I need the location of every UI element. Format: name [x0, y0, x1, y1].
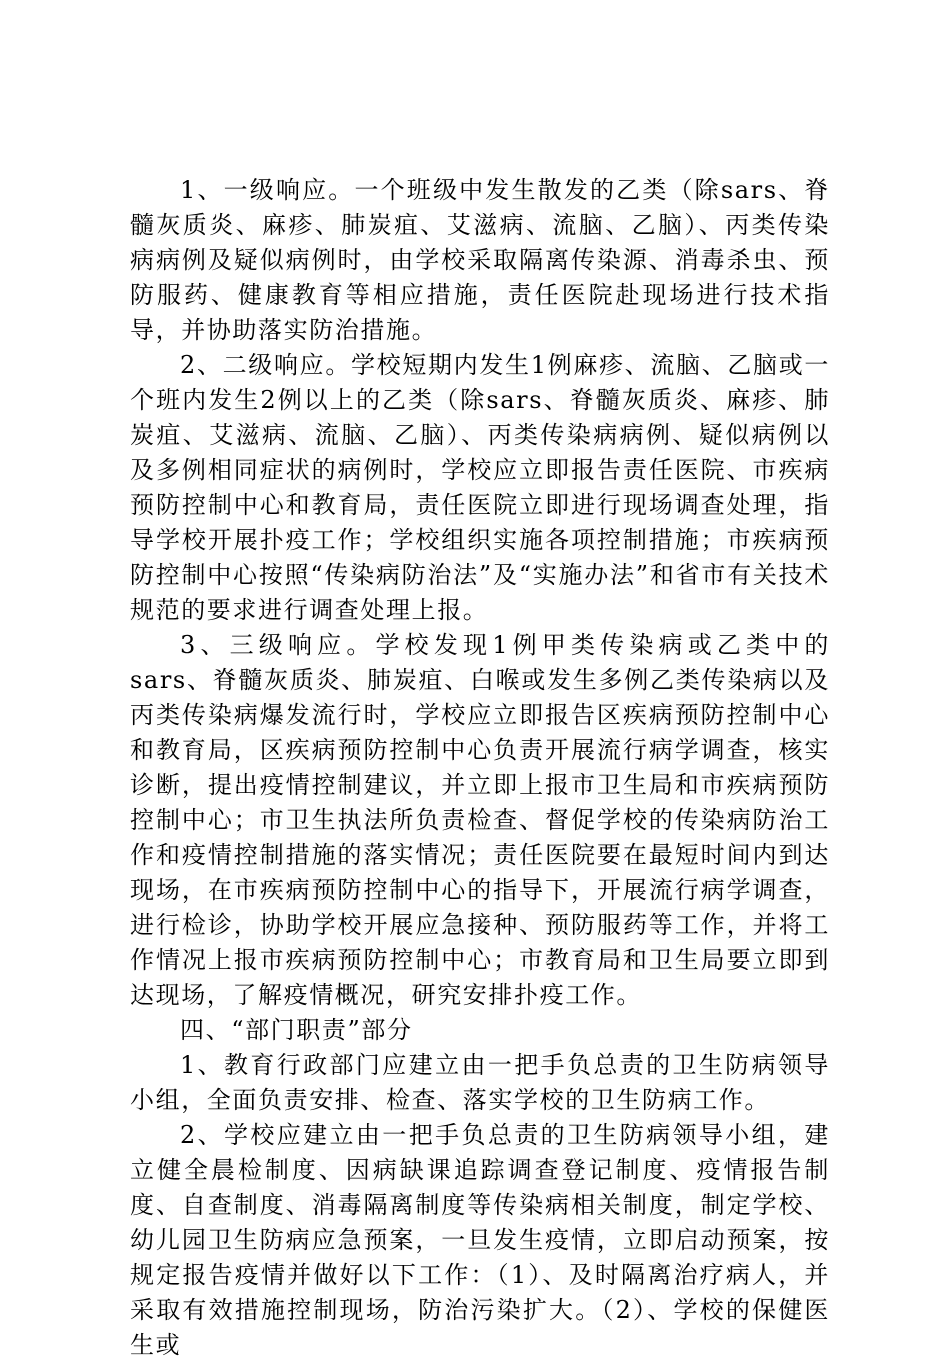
paragraph-level-three-response: 3、三级响应。学校发现1例甲类传染病或乙类中的sars、脊髓灰质炎、肺炭疽、白喉或发生多例乙类传染病以及丙类传染病爆发流行时，学校应立即报告区疾病预防控制中心和教育局，区疾病预防控制中心负责开展流行病学调查，核实诊断，提出疫情控制建议，并立即上报市卫生局和市疾病预防控制中心；市卫生执法所负责检查、督促学校的传染病防治工作和疫情控制措施的落实情况；责任医院要在最短时间内到达现场，在市疾病预防控制中心的指导下，开展流行病学调查，进行检诊，协助学校开展应急接种、预防服药等工作，并将工作情况上报市疾病预防控制中心；市教育局和卫生局要立即到达现场，了解疫情概况，研究安排扑疫工作。	[130, 631, 830, 1009]
paragraph-school-duty: 2、学校应建立由一把手负总责的卫生防病领导小组，建立健全晨检制度、因病缺课追踪调查登记制度、疫情报告制度、自查制度、消毒隔离制度等传染病相关制度，制定学校、幼儿园卫生防病应急预案，一旦发生疫情，立即启动预案，按规定报告疫情并做好以下工作：（1）、及时隔离治疗病人，并采取有效措施控制现场，防治污染扩大。（2）、学校的保健医生或	[130, 1121, 830, 1359]
paragraph-level-one-response: 1、一级响应。一个班级中发生散发的乙类（除sars、脊髓灰质炎、麻疹、肺炭疽、艾滋病、流脑、乙脑）、丙类传染病病例及疑似病例时，由学校采取隔离传染源、消毒杀虫、预防服药、健康教育等相应措施，责任医院赴现场进行技术指导，并协助落实防治措施。	[130, 176, 830, 344]
paragraph-level-two-response: 2、二级响应。学校短期内发生1例麻疹、流脑、乙脑或一个班内发生2例以上的乙类（除sars、脊髓灰质炎、麻疹、肺炭疽、艾滋病、流脑、乙脑）、丙类传染病病例、疑似病例以及多例相同症状的病例时，学校应立即报告责任医院、市疾病预防控制中心和教育局，责任医院立即进行现场调查处理，指导学校开展扑疫工作；学校组织实施各项控制措施；市疾病预防控制中心按照“传染病防治法”及“实施办法”和省市有关技术规范的要求进行调查处理上报。	[130, 351, 830, 624]
document-body	[130, 173, 830, 1363]
paragraph-education-department-duty: 1、教育行政部门应建立由一把手负总责的卫生防病领导小组，全面负责安排、检查、落实学校的卫生防病工作。	[130, 1051, 830, 1114]
section-heading-department-duties: 四、“部门职责”部分	[180, 1016, 413, 1044]
